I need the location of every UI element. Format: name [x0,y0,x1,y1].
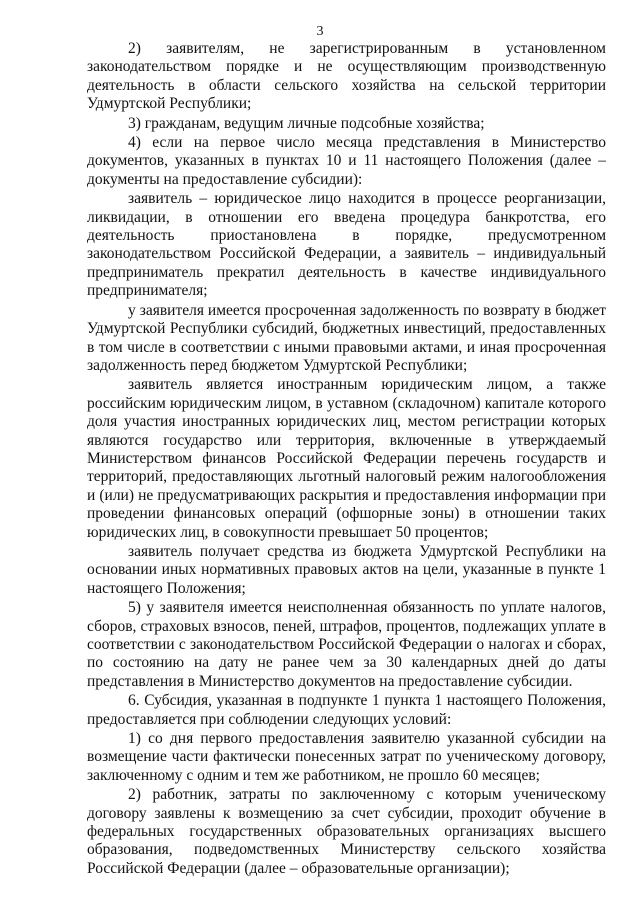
paragraph-condition-1: 1) со дня первого предоставления заявителю указанной субсидии на возмещение части фактически понесенных затрат по ученическому договору, заключенному с одним и тем же работником, не прошло 60 месяцев; [87,730,606,784]
paragraph-foreign-entity: заявитель является иностранным юридическим лицом, а также российским юридическим лицом, в уставном (складочном) капитале которого доля участия иностранных юридических лиц, местом регистрации которых являются государство или территория, включенные в утверждаемый Министерством финансов Российской Федерации перечень государств и территорий, предоставляющих льготный налоговый режим налогообложения и (или) не предусматривающих раскрытия и предоставления информации при проведении финансовых операций (офшорные зоны) в отношении таких юридических лиц, в совокупности превышает 50 процентов; [87,376,606,541]
paragraph-item-4-conditions: 4) если на первое число месяца представления в Министерство документов, указанных в пунктах 10 и 11 настоящего Положения (далее – документы на предоставление субсидии): [87,134,606,188]
paragraph-condition-2: 2) работник, затраты по заключенному с которым ученическому договору заявлены к возмещению за счет субсидии, проходит обучение в федеральных государственных образовательных организациях высшего образования, подведомственных Министерству сельского хозяйства Российской Федерации (далее – образовательные организации); [87,786,606,877]
paragraph-item-6-subsidy-conditions: 6. Субсидия, указанная в подпункте 1 пункта 1 настоящего Положения, предоставляется при соблюдении следующих условий: [87,692,606,728]
document-body [87,40,606,878]
paragraph-item-2-unregistered: 2) заявителям, не зарегистрированным в установленном законодательством порядке и не осуществляющим производственную деятельность в области сельского хозяйства на сельской территории Удмуртской Республики; [87,40,606,113]
paragraph-reorganization: заявитель – юридическое лицо находится в процессе реорганизации, ликвидации, в отношении его введена процедура банкротства, его деятельность приостановлена в порядке, предусмотренном законодательством Российской Федерации, а заявитель – индивидуальный предприниматель прекратил деятельность в качестве индивидуального предпринимателя; [87,190,606,300]
paragraph-item-3-households: 3) гражданам, ведущим личные подсобные хозяйства; [128,114,485,132]
paragraph-other-funds: заявитель получает средства из бюджета Удмуртской Республики на основании иных нормативных правовых актов на цели, указанные в пункте 1 настоящего Положения; [87,542,606,597]
page-number: 3 [316,24,324,39]
paragraph-overdue-debt: у заявителя имеется просроченная задолженность по возврату в бюджет Удмуртской Республики субсидий, бюджетных инвестиций, предоставленных в том числе в соответствии с иными правовыми актами, и иная просроченная задолженность перед бюджетом Удмуртской Республики; [87,301,606,374]
paragraph-item-5-tax-obligations: 5) у заявителя имеется неисполненная обязанность по уплате налогов, сборов, страховых взносов, пеней, штрафов, процентов, подлежащих уплате в соответствии с законодательством Российской Федерации о налогах и сборах, по состоянию на дату не ранее чем за 30 календарных дней до даты представления в Министерство документов на предоставление субсидии. [87,599,606,690]
